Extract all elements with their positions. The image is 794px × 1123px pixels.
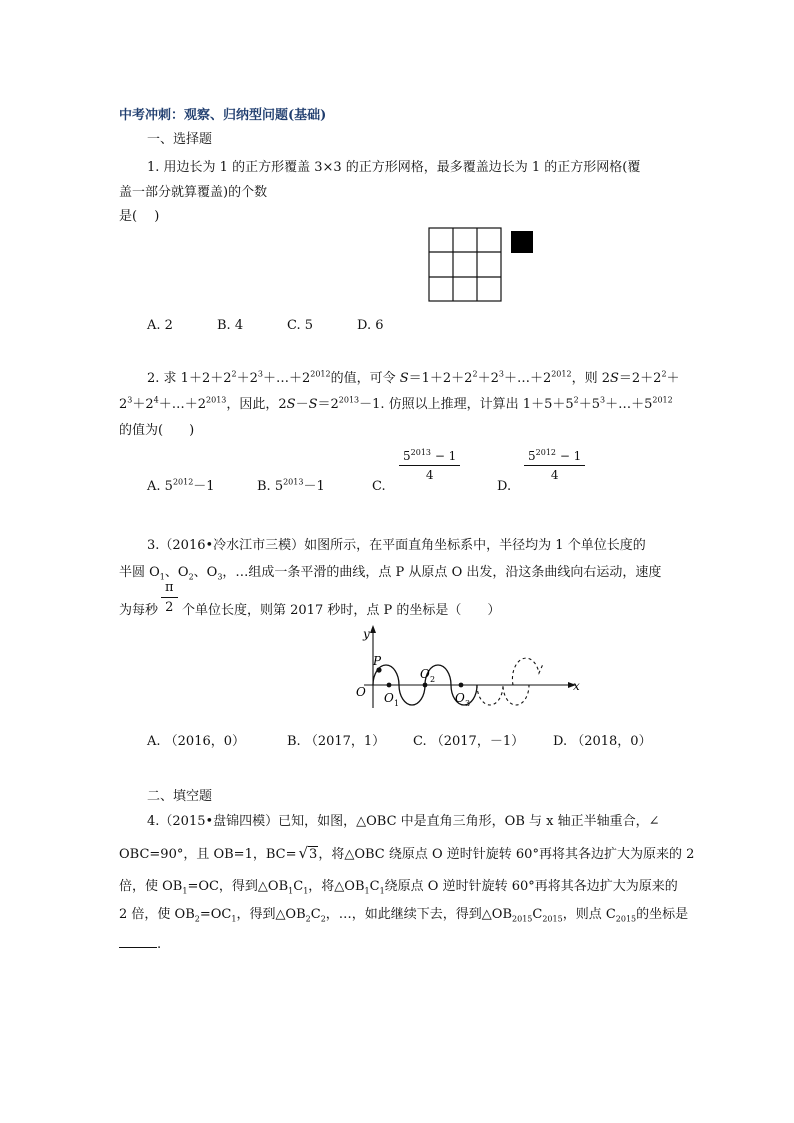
q2-line1: 2. 求 $1+2+2^2+2^3+\dots+2^{2012}$的值，可令 $S=1+2+2^2+2^3+\dots+2^{2012}$，则 $2S=2+2^2+$ — [147, 369, 680, 386]
q2-option-c-fraction: $\frac{5^{2013} - 1}{4}$ — [399, 449, 460, 482]
q1-line1: 1. 用边长为 1 的正方形覆盖 3×3 的正方形网格，最多覆盖边长为 1 的正方形网格(覆 — [147, 160, 641, 175]
q3-option-c: C. （2017，－1） — [413, 734, 525, 749]
label-o2-sub: 2 — [430, 675, 436, 684]
sqrt-3: √3 — [298, 844, 318, 862]
q3-line1: 3.（2016•冷水江市三模）如图所示，在平面直角坐标系中，半径均为 1 个单位长度的 — [147, 538, 646, 553]
q2-option-d-fraction: $\frac{5^{2012} - 1}{4}$ — [524, 449, 585, 482]
q3-option-a: A. （2016，0） — [147, 734, 246, 749]
point-o2 — [423, 683, 428, 688]
q2-line3: 的值为( ) — [119, 423, 195, 438]
q3-line3-start: 为每秒 — [119, 603, 159, 618]
label-x: x — [573, 679, 580, 693]
q1-option-c: C. 5 — [287, 318, 314, 333]
q1-option-d: D. 6 — [357, 318, 384, 333]
section-heading-fill: 二、填空题 — [147, 789, 213, 804]
label-p: P — [373, 654, 382, 668]
page-title: 中考冲刺：观察、归纳型问题(基础) — [119, 108, 327, 123]
curve-continuation-lower — [477, 685, 529, 705]
q3-pi-over-2: $\frac{\pi}{2}$ — [161, 580, 178, 615]
point-o1 — [387, 683, 392, 688]
q1-line2: 盖一部分就算覆盖)的个数 — [119, 185, 268, 200]
label-o3: O — [455, 691, 465, 705]
q3-line2: 半圆 $O_1$、$O_2$、$O_3$，…组成一条平滑的曲线，点 P 从原点 O 出发，沿这条曲线向右运动，速度 — [119, 565, 662, 582]
section-heading-choice: 一、选择题 — [147, 132, 213, 147]
q1-grid-figure — [424, 225, 540, 305]
q1-option-b: B. 4 — [217, 318, 244, 333]
q2-line2: $2^3+2^4+\dots+2^{2013}$，因此，$2S-S=2^{2013}-1$. 仿照以上推理，计算出 $1+5+5^2+5^3+\dots+5^{2012}$ — [119, 395, 673, 412]
label-y: y — [363, 627, 370, 641]
q4-line1: 4.（2015•盘锦四模）已知，如图，△OBC 中是直角三角形，OB 与 x 轴正半轴重合，∠ — [147, 814, 660, 829]
label-o3-sub: 3 — [465, 699, 471, 708]
q4-line4: 2 倍，使 $OB_2=OC_1$，得到$\triangle OB_2C_2$，…，如此继续下去，得到$\triangle OB_{2015}C_{2015}$，则点 $C_{2015}$的坐标是 — [119, 907, 689, 924]
q3-option-b: B. （2017，1） — [287, 734, 386, 749]
q4-line2: OBC=90°，且 OB=1，BC= √3，将△OBC 绕原点 O 逆时针旋转 60°再将其各边扩大为原来的 2 — [119, 843, 694, 865]
q2-option-c: C. — [372, 479, 386, 494]
label-o1: O — [384, 691, 394, 705]
q3-curve-figure — [340, 622, 590, 714]
curve-continuation-upper — [512, 658, 543, 685]
point-o3 — [459, 683, 464, 688]
point-p — [376, 667, 381, 672]
q4-answer-blank[interactable]: . — [119, 935, 161, 955]
label-o1-sub: 1 — [394, 699, 400, 708]
y-axis-arrow — [370, 625, 376, 633]
covering-square — [511, 231, 533, 253]
q2-option-d: D. — [497, 479, 512, 494]
q2-option-b: B. $5^{2013}-1$ — [257, 477, 325, 494]
label-o2: O — [420, 667, 430, 681]
q2-option-a: A. $5^{2012}-1$ — [147, 477, 215, 494]
grid-3x3 — [429, 228, 501, 301]
label-origin: O — [356, 685, 366, 699]
q1-line3: 是( ) — [119, 209, 160, 224]
q4-line3: 倍，使 $OB_1=OC$，得到$\triangle OB_1C_1$，将$\triangle OB_1C_1$绕原点 O 逆时针旋转 60°再将其各边扩大为原来的 — [119, 879, 678, 896]
q1-option-a: A. 2 — [147, 318, 173, 333]
q3-line3-end: 个单位长度，则第 2017 秒时，点 P 的坐标是（ ） — [182, 603, 501, 618]
q3-option-d: D. （2018，0） — [553, 734, 652, 749]
